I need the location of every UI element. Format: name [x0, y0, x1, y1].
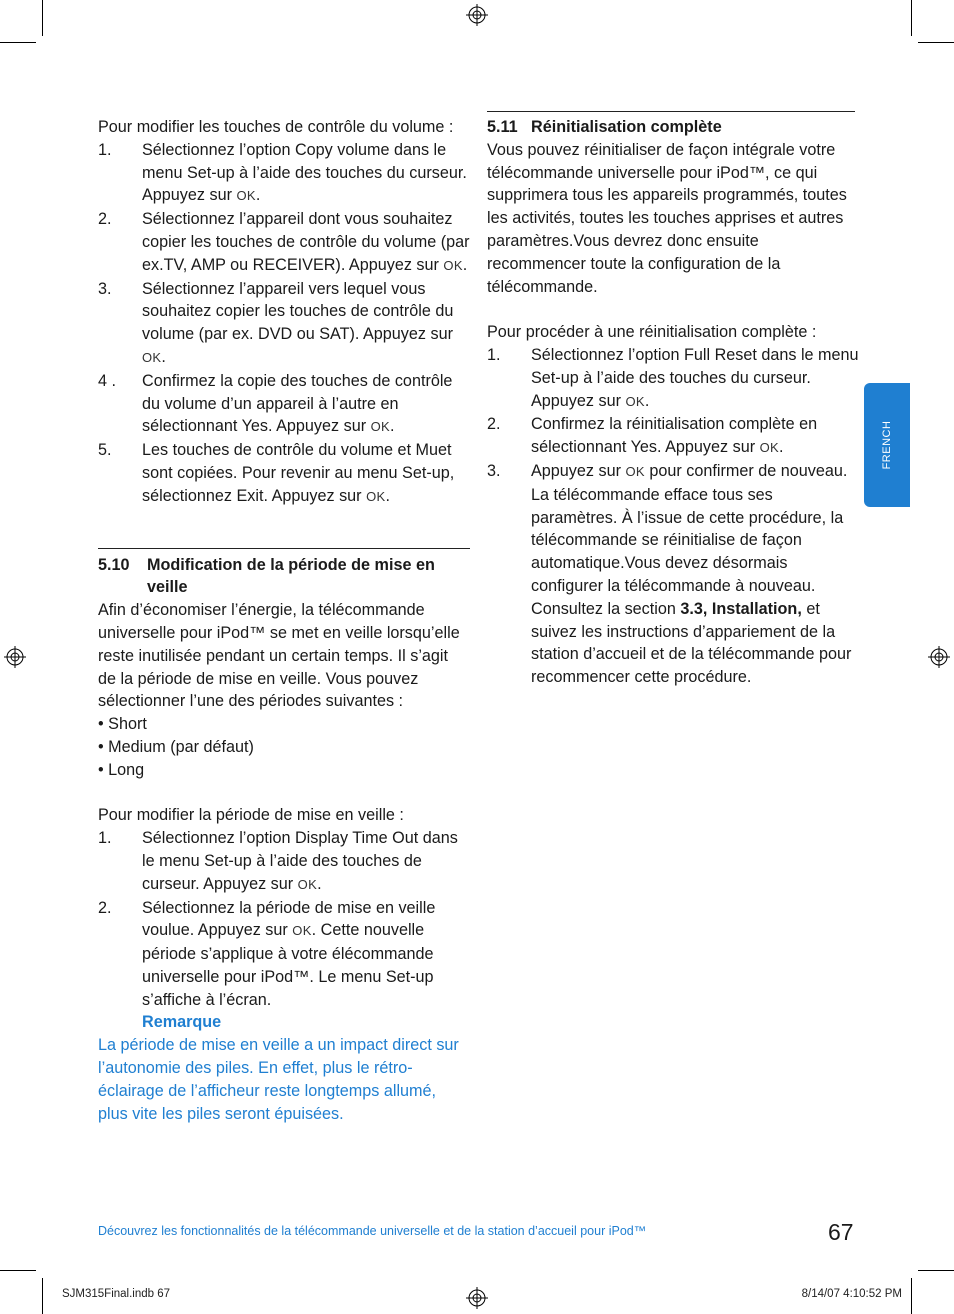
registration-mark-icon [4, 646, 26, 668]
step-number: 3. [98, 279, 112, 298]
sleep-description: Afin d’économiser l’énergie, la télécommande universelle pour iPod™ se met en veille lorsqu’elle reste inutilisée pendant un certain temps. Il s’agit de la période de mise en veille. Vous pouvez sélectionner l’une des périodes suivantes : [98, 601, 460, 711]
section-title: Réinitialisation complète [531, 118, 722, 136]
list-item [487, 460, 859, 689]
list-item: • Medium (par défaut) [98, 737, 254, 756]
step-text-run: . Cette nouvelle période s’applique à votre élécommande universelle pour iPod™. Le menu Set-up s’affiche à l’écran. [142, 921, 434, 1009]
ok-key-label: OK [292, 923, 312, 939]
registration-mark-icon [466, 1287, 488, 1309]
step-text [142, 897, 470, 1012]
step-text-run: . [255, 186, 261, 205]
list-item [487, 413, 859, 460]
volume-intro: Pour modifier les touches de contrôle du volume : [98, 118, 454, 136]
step-text-run: pour confirmer de nouveau. La télécommande efface tous ses paramètres. À l’issue de cette procédure, la télécommande se réinitialise de façon automatique.Vous devez désormais configurer la télécommande à nouveau. Consultez la section [531, 461, 848, 618]
step-text-run: Sélectionnez l’option Display Time Out dans le menu Set-up à l’aide des touches de curseur. Appuyez sur [142, 829, 458, 893]
volume-steps-list [98, 139, 470, 509]
step-text [142, 278, 470, 370]
step-number: 1. [98, 829, 112, 848]
step-text-run: . [385, 486, 390, 505]
step-text [531, 413, 859, 460]
sleep-options-list [98, 713, 470, 781]
page-number: 67 [828, 1219, 854, 1245]
step-text-run: Appuyez sur [531, 461, 626, 480]
step-text [142, 827, 470, 896]
ok-key-label: OK [366, 488, 386, 504]
ok-key-label: OK [236, 188, 256, 204]
step-text-run: et suivez les instructions d’appariement de la station d’accueil et de la télécommande pour recommencer cette procédure. [531, 599, 852, 687]
list-item: • Short [98, 715, 147, 734]
reset-intro: Pour procéder à une réinitialisation complète : [487, 323, 817, 342]
step-text-run: Sélectionnez l’appareil dont vous souhaitez copier les touches de contrôle du volume (par ex.TV, AMP ou RECEIVER). Appuyez sur [142, 210, 470, 274]
sleep-intro: Pour modifier la période de mise en veille : [98, 806, 404, 825]
step-number: 4 . [98, 371, 116, 390]
step-number: 5. [98, 441, 112, 460]
left-column [98, 116, 470, 1125]
print-slug-file: SJM315Final.indb 67 [62, 1288, 171, 1300]
list-item [98, 439, 470, 508]
note-body: La période de mise en veille a un impact direct sur l’autonomie des piles. En effet, plus le rétro-éclairage de l’afficheur reste longtemps allumé, plus vite les piles seront épuisées. [98, 1036, 459, 1123]
ok-key-label: OK [142, 349, 162, 365]
section-heading-5-11 [487, 116, 859, 139]
crop-mark [918, 1270, 954, 1271]
step-text [142, 439, 470, 508]
step-number: 1. [98, 140, 112, 159]
list-item [98, 139, 470, 208]
step-text-run: Les touches de contrôle du volume et Muet sont copiées. Pour revenir au menu Set-up, sélectionnez Exit. Appuyez sur [142, 441, 455, 505]
step-text-run: Sélectionnez la période de mise en veille voulue. Appuyez sur [142, 898, 436, 940]
step-text-run: . [317, 874, 322, 893]
step-text [142, 370, 470, 439]
crop-mark [42, 1278, 43, 1314]
step-text-run: . [644, 391, 650, 410]
crop-mark [911, 1278, 912, 1314]
registration-mark-icon [928, 646, 950, 668]
step-number: 2. [487, 415, 501, 434]
step-text-run: . [161, 347, 166, 366]
right-column [487, 116, 859, 689]
section-reference: 3.3, Installation, [680, 599, 802, 618]
section-heading-5-10 [98, 554, 470, 600]
ok-key-label: OK [370, 419, 390, 435]
sleep-steps-list [98, 827, 470, 1011]
section-divider [487, 111, 855, 112]
step-text [142, 208, 470, 277]
section-number: 5.10 [98, 555, 130, 574]
step-text-run: . [778, 438, 784, 457]
crop-mark [42, 0, 43, 36]
section-title: Modification de la période de mise en veille [147, 555, 435, 597]
reset-description: Vous pouvez réinitialiser de façon intégrale votre télécommande universelle pour iPod™, ce qui supprimera tous les appareils programmés, toutes les activités, toutes les touches apprises et autres paramètres.Vous devrez donc ensuite recommencer toute la configuration de la télécommande. [487, 140, 847, 296]
language-tab-label: FRENCH [881, 420, 893, 470]
crop-mark [0, 42, 36, 43]
list-item [98, 370, 470, 439]
list-item [487, 344, 859, 413]
list-item [98, 827, 470, 896]
ok-key-label: OK [443, 257, 463, 273]
list-item [98, 897, 470, 1012]
ok-key-label: OK [297, 876, 318, 892]
step-text-run: Confirmez la copie des touches de contrôle du volume d’un appareil à l’autre en sélectionnant Yes. Appuyez sur [142, 371, 453, 436]
registration-mark-icon [466, 4, 488, 26]
ok-key-label: OK [625, 393, 645, 409]
note-title: Remarque [142, 1013, 222, 1032]
step-number: 1. [487, 345, 501, 364]
language-tab [864, 383, 910, 507]
crop-mark [911, 0, 912, 36]
step-number: 2. [98, 898, 112, 917]
ok-key-label: OK [759, 440, 779, 456]
step-number: 2. [98, 210, 112, 229]
step-number: 3. [487, 461, 501, 480]
step-text-run: . [462, 255, 468, 274]
step-text [142, 139, 470, 208]
step-text [531, 344, 859, 413]
footer-running-title: Découvrez les fonctionnalités de la télécommande universelle et de la station d’accueil pour iPod™ [98, 1224, 647, 1238]
section-number: 5.11 [487, 118, 518, 136]
crop-mark [918, 42, 954, 43]
step-text [531, 460, 859, 689]
list-item: • Long [98, 760, 145, 779]
step-text-run: Sélectionnez l’appareil vers lequel vous souhaitez copier les touches de contrôle du volume (par ex. DVD ou SAT). Appuyez sur [142, 279, 454, 344]
crop-mark [0, 1270, 36, 1271]
ok-key-label: OK [625, 463, 645, 479]
print-slug-date: 8/14/07 4:10:52 PM [801, 1288, 902, 1300]
list-item [98, 208, 470, 277]
step-text-run: Sélectionnez l’option Copy volume dans le menu Set-up à l’aide des touches du curseur. Appuyez sur [142, 140, 467, 205]
step-text-run: Sélectionnez l’option Full Reset dans le menu Set-up à l’aide des touches du curseur. Appuyez sur [531, 345, 859, 410]
reset-steps-list [487, 344, 859, 689]
list-item [98, 278, 470, 370]
step-text-run: Confirmez la réinitialisation complète en sélectionnant Yes. Appuyez sur [531, 415, 818, 457]
step-text-run: . [389, 417, 395, 436]
